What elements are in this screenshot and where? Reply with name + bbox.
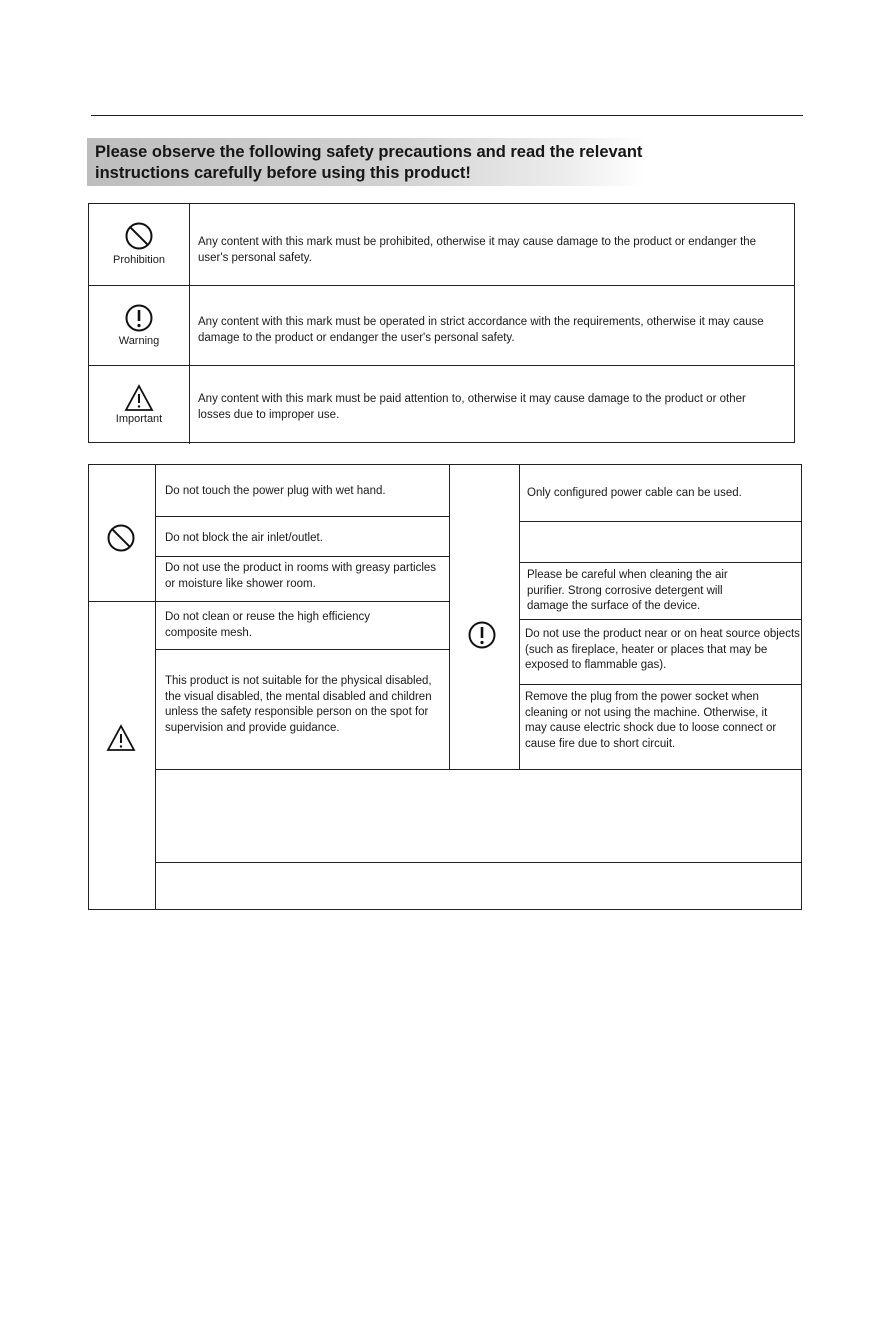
legend-row-important xyxy=(89,365,794,444)
important-item: Do not clean or reuse the high efficiency composite mesh. xyxy=(165,611,370,639)
important-icon xyxy=(124,383,154,413)
symbol-legend-table xyxy=(88,203,795,443)
prohibition-item: Do not use the product in rooms with greasy particles or moisture like shower room. xyxy=(165,562,437,590)
legend-row-prohibition xyxy=(89,204,794,285)
banner-line-2: instructions carefully before using this product! xyxy=(95,164,471,182)
legend-text-warning: Any content with this mark must be operated in strict accordance with the requirements, otherwise it may cause damage to the product or endanger the user's personal safety. xyxy=(198,316,764,344)
prohibition-icon xyxy=(124,221,154,251)
warning-icon xyxy=(124,303,154,333)
safety-banner xyxy=(87,138,647,186)
prohibition-icon xyxy=(106,523,136,553)
precautions-table xyxy=(88,464,802,910)
banner-line-1: Please observe the following safety precautions and read the relevant xyxy=(95,143,643,161)
legend-text-prohibition: Any content with this mark must be prohibited, otherwise it may cause damage to the product or endanger the user's personal safety. xyxy=(198,236,757,264)
warning-item: Please be careful when cleaning the air purifier. Strong corrosive detergent will damage the surface of the device. xyxy=(527,569,728,612)
warning-icon xyxy=(467,620,497,650)
important-icon xyxy=(106,723,136,753)
header-rule xyxy=(91,115,803,116)
legend-label-warning: Warning xyxy=(118,335,160,347)
important-item: This product is not suitable for the physical disabled, the visual disabled, the mental disabled and children unless the safety responsible person on the spot for supervision and provide guidance. xyxy=(165,675,432,734)
warning-item: Remove the plug from the power socket when cleaning or not using the machine. Otherwise, it may cause electric shock due to loose connect or cause fire due to short circuit. xyxy=(525,691,777,750)
legend-label-prohibition: Prohibition xyxy=(113,254,165,266)
warning-item: Do not use the product near or on heat source objects (such as fireplace, heater or places that may be exposed to flammable gas). xyxy=(525,628,800,671)
warning-item: Only configured power cable can be used. xyxy=(527,487,742,499)
legend-label-important: Important xyxy=(115,413,163,425)
prohibition-item: Do not touch the power plug with wet hand. xyxy=(165,485,386,497)
legend-text-important: Any content with this mark must be paid attention to, otherwise it may cause damage to the product or other losses due to improper use. xyxy=(198,393,746,421)
legend-row-warning xyxy=(89,285,794,366)
prohibition-item: Do not block the air inlet/outlet. xyxy=(165,532,323,544)
